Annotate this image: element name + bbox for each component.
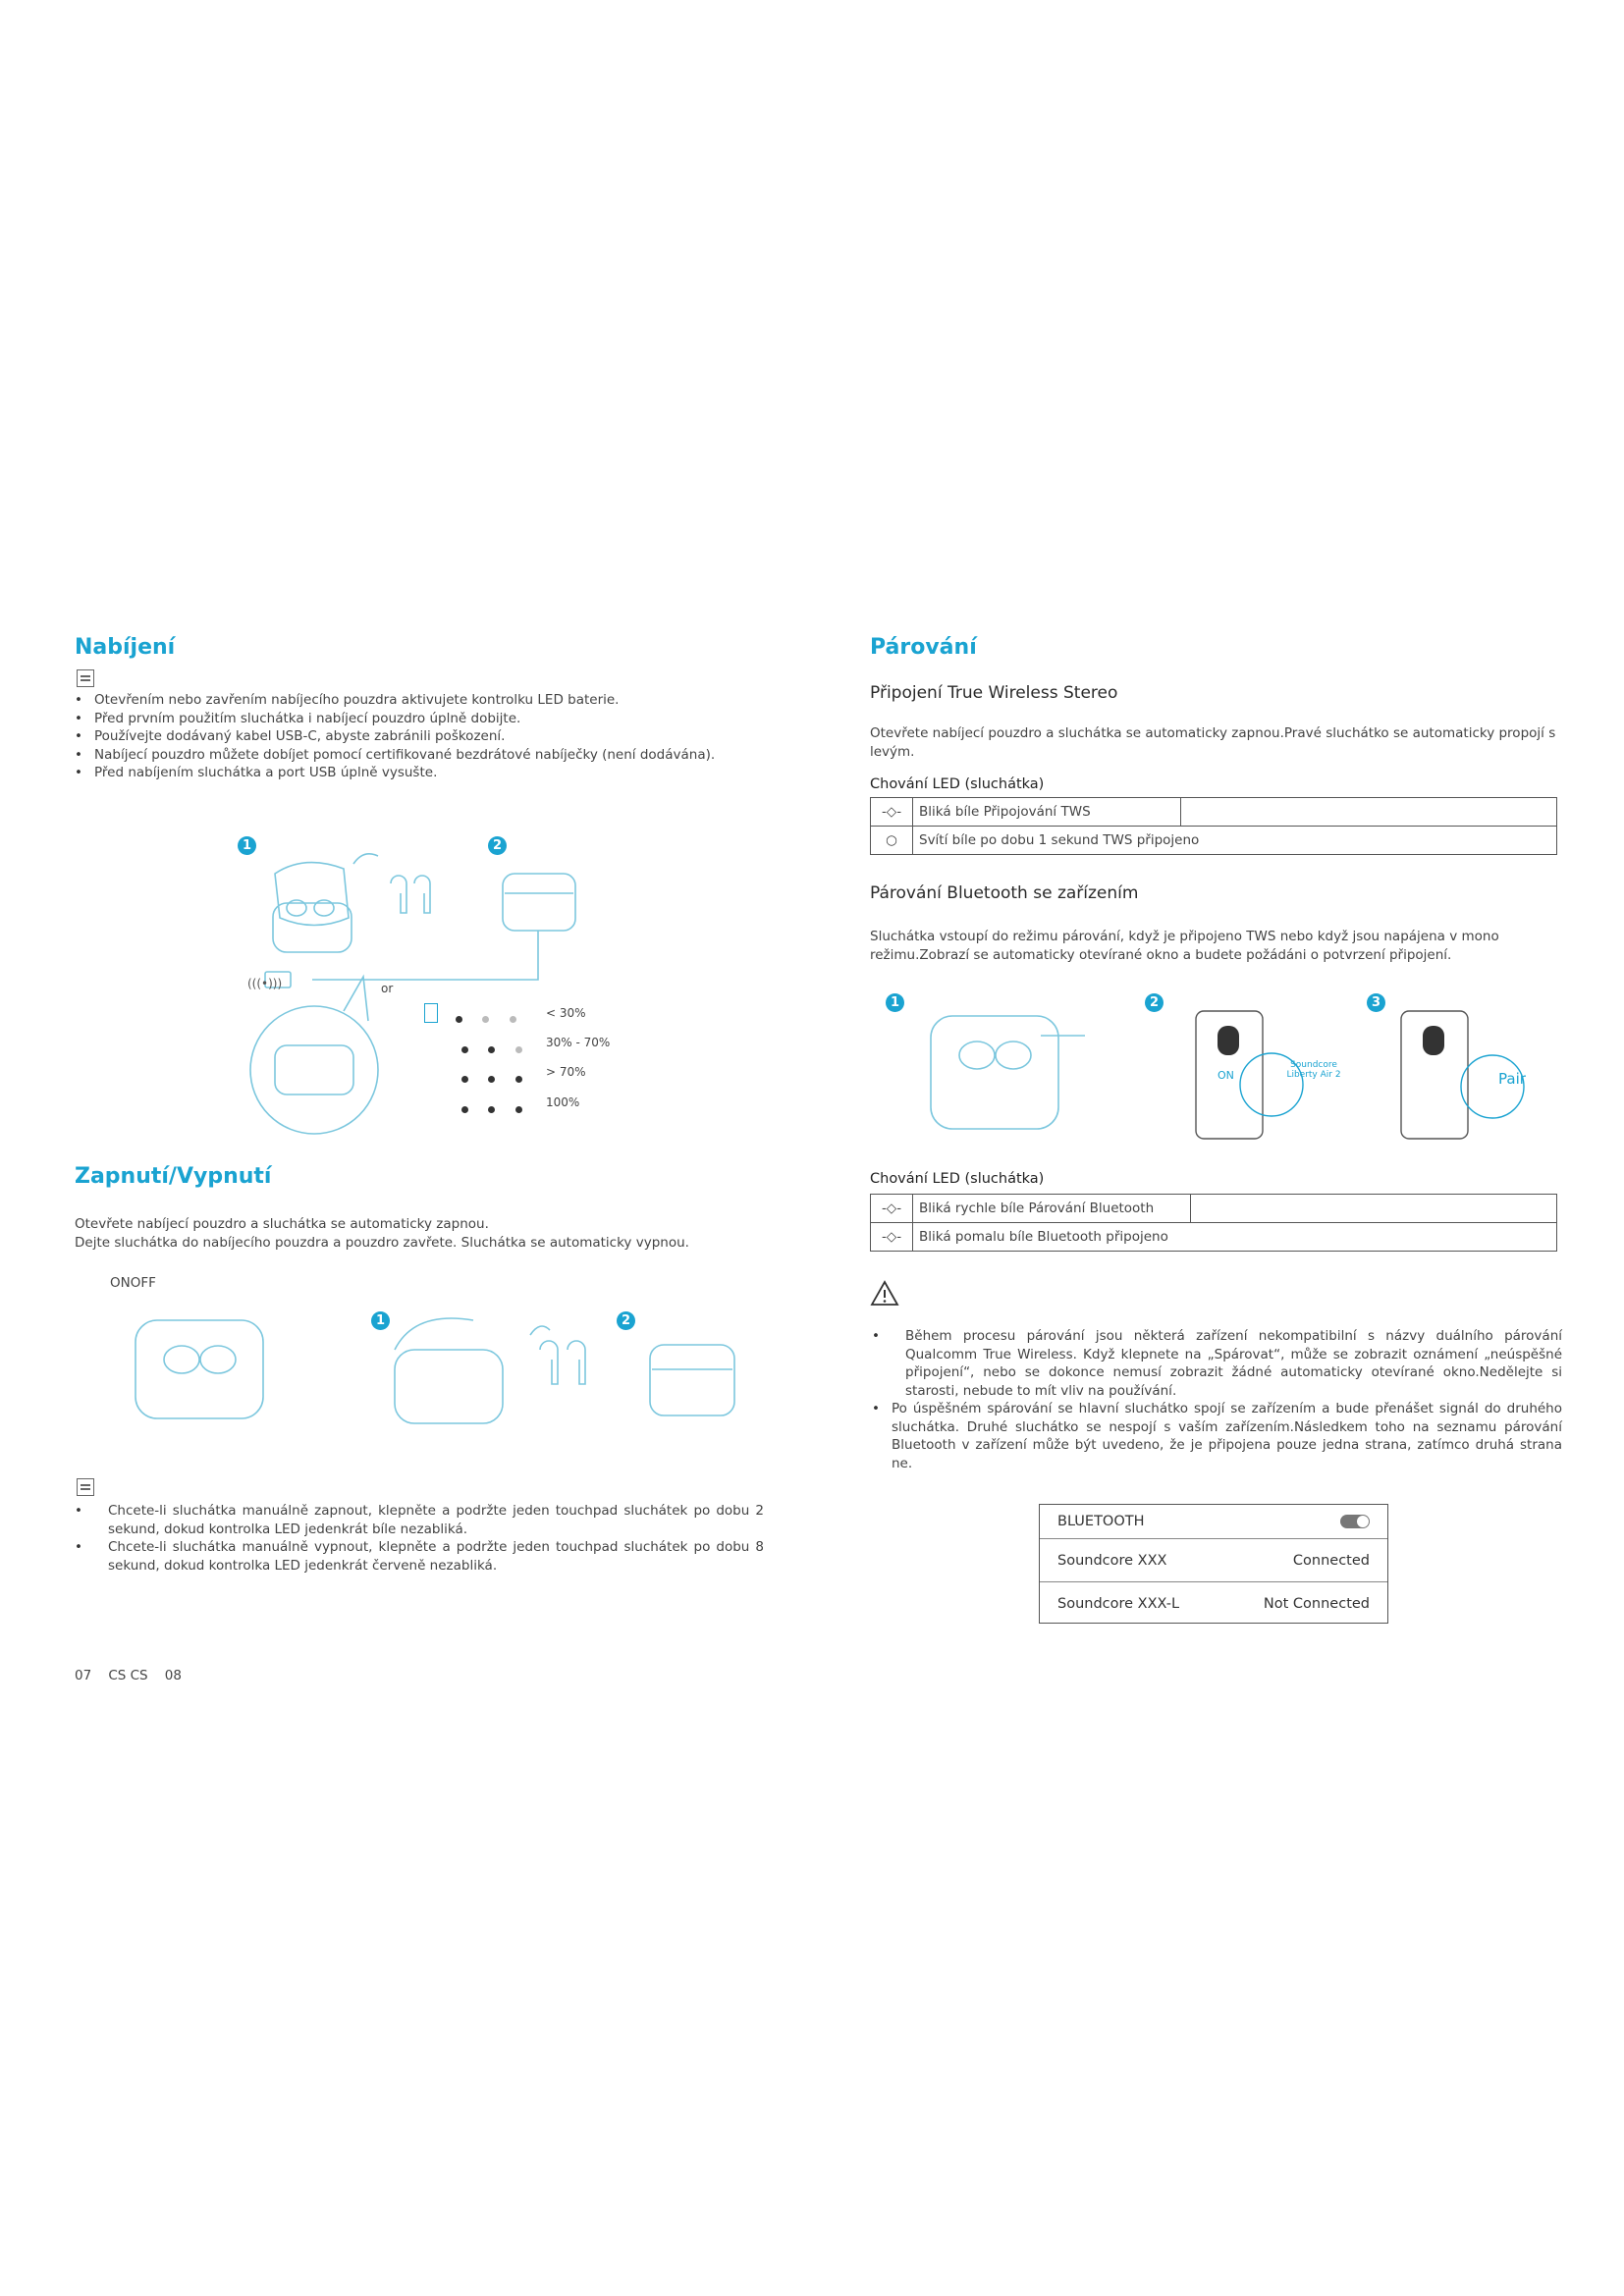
step-badge: 1 bbox=[886, 993, 904, 1012]
battery-level: 100% bbox=[546, 1095, 580, 1109]
note-icon bbox=[77, 1478, 94, 1496]
solid-led-icon: ○ bbox=[871, 827, 913, 855]
step-badge: 2 bbox=[488, 836, 507, 855]
table-cell: Svítí bíle po dobu 1 sekund TWS připojeno bbox=[913, 827, 1557, 855]
list-item: • Otevřením nebo zavřením nabíjecího pouzdra aktivujete kontrolku LED baterie. bbox=[73, 691, 750, 710]
bt-text: Sluchátka vstoupí do režimu párování, když je připojeno TWS nebo když jsou napájena v mono režimu.Zobrazí se automaticky otevírané okno a budete požádáni o potvrzení připojení. bbox=[870, 929, 1499, 963]
power-title: Zapnutí/Vypnutí bbox=[75, 1164, 272, 1189]
table-cell: Bliká bíle Připojování TWS bbox=[913, 798, 1181, 827]
led-table bbox=[870, 1194, 1557, 1252]
list-item: • Chcete-li sluchátka manuálně vypnout, klepněte a podržte jeden touchpad sluchátek po dobu 8 sekund, dokud kontrolka LED jedenkrát červeně nezabliká. bbox=[73, 1538, 764, 1575]
battery-level: 30% - 70% bbox=[546, 1036, 611, 1049]
tws-title: Připojení True Wireless Stereo bbox=[870, 683, 1118, 703]
step-badge: 1 bbox=[371, 1311, 390, 1330]
warning-list bbox=[870, 1327, 1562, 1472]
led-dots bbox=[456, 1008, 516, 1027]
device-status: Not Connected bbox=[1263, 1595, 1370, 1612]
power-text-1: Otevřete nabíjecí pouzdro a sluchátka se automaticky zapnou. bbox=[75, 1216, 489, 1232]
led-title: Chování LED (sluchátka) bbox=[870, 1171, 1045, 1187]
step-badge: 3 bbox=[1367, 993, 1385, 1012]
charging-title: Nabíjení bbox=[75, 635, 176, 660]
phone-device-label: Soundcore Liberty Air 2 bbox=[1286, 1060, 1341, 1080]
battery-level: > 70% bbox=[546, 1065, 586, 1079]
led-title: Chování LED (sluchátka) bbox=[870, 776, 1045, 792]
blink-icon: -◇- bbox=[871, 1223, 913, 1252]
svg-text:(((•))): (((•))) bbox=[247, 977, 283, 990]
led-dots bbox=[461, 1098, 522, 1117]
step-badge: 1 bbox=[238, 836, 256, 855]
pair-button[interactable]: Pair bbox=[1498, 1070, 1526, 1088]
step-badge: 2 bbox=[1145, 993, 1164, 1012]
warning-icon bbox=[870, 1279, 899, 1307]
bluetooth-title: BLUETOOTH bbox=[1057, 1514, 1145, 1529]
device-name: Soundcore XXX bbox=[1057, 1552, 1167, 1569]
blink-icon: -◇- bbox=[871, 798, 913, 827]
power-notes bbox=[73, 1502, 764, 1575]
pairing-illustration bbox=[923, 996, 1561, 1144]
bluetooth-device-row[interactable] bbox=[1040, 1581, 1387, 1625]
onoff-label: ONOFF bbox=[110, 1275, 156, 1291]
power-illustration bbox=[128, 1310, 746, 1438]
bluetooth-panel bbox=[1039, 1504, 1388, 1624]
list-item: • Používejte dodávaný kabel USB-C, abyste zabránili poškození. bbox=[73, 727, 750, 746]
list-item: • Po úspěšném spárování se hlavní sluchátko spojí se zařízením a bude přenášet signál do druhého sluchátka. Druhé sluchátko se nespojí s vaším zařízením.Následkem toho na seznamu párování Bluetooth v zařízení může být uvedeno, že je připojena pouze jedna strana, zatímco druhá strana ne. bbox=[870, 1400, 1562, 1472]
device-status: Connected bbox=[1292, 1552, 1370, 1569]
tws-text: Otevřete nabíjecí pouzdro a sluchátka se automaticky zapnou.Pravé sluchátko se automaticky propojí s levým. bbox=[870, 725, 1556, 760]
list-item: • Chcete-li sluchátka manuálně zapnout, klepněte a podržte jeden touchpad sluchátek po dobu 2 sekund, dokud kontrolka LED jedenkrát bíle nezabliká. bbox=[73, 1502, 764, 1538]
charging-notes bbox=[73, 691, 750, 782]
list-item: • Před prvním použitím sluchátka i nabíjecí pouzdro úplně dobijte. bbox=[73, 710, 750, 728]
table-row bbox=[871, 827, 1557, 855]
charging-illustration bbox=[226, 834, 638, 1139]
or-label: or bbox=[381, 982, 394, 995]
bluetooth-header bbox=[1040, 1505, 1387, 1538]
table-row bbox=[871, 1195, 1557, 1223]
led-dots bbox=[461, 1068, 522, 1087]
battery-level: < 30% bbox=[546, 1006, 586, 1020]
table-row bbox=[871, 798, 1557, 827]
bluetooth-device-row[interactable] bbox=[1040, 1538, 1387, 1581]
led-table bbox=[870, 797, 1557, 855]
phone-on-label: ON bbox=[1218, 1069, 1234, 1082]
pairing-title: Párování bbox=[870, 635, 977, 660]
led-dots bbox=[461, 1039, 522, 1057]
note-icon bbox=[77, 669, 94, 687]
table-row bbox=[871, 1223, 1557, 1252]
page-footer: 07 CS CS 08 bbox=[75, 1668, 182, 1683]
bt-title: Párování Bluetooth se zařízením bbox=[870, 883, 1139, 903]
bluetooth-toggle[interactable] bbox=[1340, 1515, 1370, 1528]
table-cell: Bliká rychle bíle Párování Bluetooth bbox=[913, 1195, 1191, 1223]
power-text-2: Dejte sluchátka do nabíjecího pouzdra a pouzdro zavřete. Sluchátka se automaticky vypnou. bbox=[75, 1235, 689, 1251]
device-name: Soundcore XXX-L bbox=[1057, 1595, 1180, 1612]
step-badge: 2 bbox=[617, 1311, 635, 1330]
blink-icon: -◇- bbox=[871, 1195, 913, 1223]
table-cell: Bliká pomalu bíle Bluetooth připojeno bbox=[913, 1223, 1557, 1252]
list-item: • Nabíjecí pouzdro můžete dobíjet pomocí certifikované bezdrátové nabíječky (není dodávána). bbox=[73, 746, 750, 765]
list-item: • Před nabíjením sluchátka a port USB úplně vysušte. bbox=[73, 764, 750, 782]
battery-icon bbox=[424, 1003, 438, 1023]
list-item: • Během procesu párování jsou některá zařízení nekompatibilní s názvy duálního párování Qualcomm True Wireless. Když klepnete na „Spárovat“, může se zobrazit oznámení „neúspěšné připojení“, nebo se dokonce nemusí zobrazit žádné automaticky otevírané okno.Nedělejte si starosti, nebude to mít vliv na používání. bbox=[870, 1327, 1562, 1400]
